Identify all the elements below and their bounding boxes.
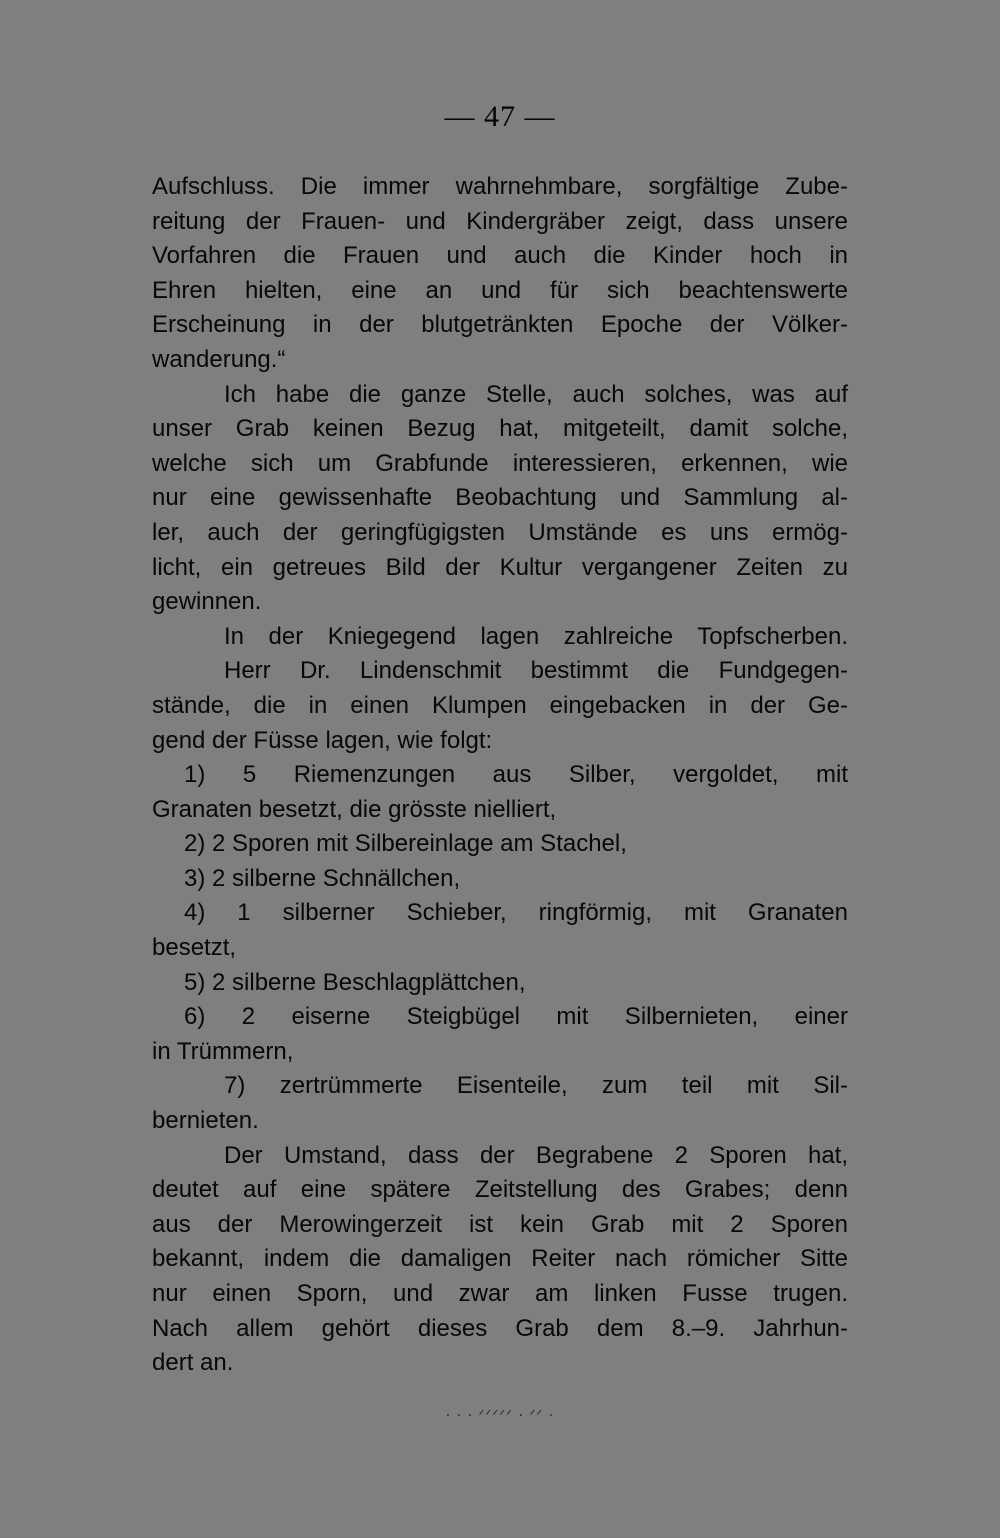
text-line: deutet auf eine spätere Zeitstellung des Grabes; denn xyxy=(152,1176,848,1204)
text-line: Aufschluss. Die immer wahrnehmbare, sorgfältige Zube- xyxy=(152,173,848,200)
text-line: Nach allem gehört dieses Grab dem 8.–9. Jahrhun- xyxy=(152,1314,848,1342)
text-line: Ich habe die ganze Stelle, auch solches, was auf xyxy=(224,380,848,408)
text-line: welche sich um Grabfunde interessieren, erkennen, wie xyxy=(152,449,848,477)
text-line: Der Umstand, dass der Begrabene 2 Sporen hat, xyxy=(224,1141,848,1169)
text-line: bekannt, indem die damaligen Reiter nach römicher Sitte xyxy=(152,1245,848,1273)
list-item: 7) zertrümmerte Eisenteile, zum teil mit Sil- xyxy=(224,1072,848,1100)
text-line: gewinnen. xyxy=(152,588,262,616)
text-line: In der Kniegegend lagen zahlreiche Topfscherben. xyxy=(224,622,848,650)
text-line: dert an. xyxy=(152,1349,234,1377)
text-line: Granaten besetzt, die grösste nielliert, xyxy=(152,795,557,823)
text-line: aus der Merowingerzeit ist kein Grab mit 2 Sporen xyxy=(152,1210,848,1238)
text-line: Herr Dr. Lindenschmit bestimmt die Fundgegen- xyxy=(224,657,848,685)
list-item: 6) 2 eiserne Steigbügel mit Silbernieten, einer xyxy=(184,1003,848,1031)
text-line: gend der Füsse lagen, wie folgt: xyxy=(152,726,493,754)
text-line: wanderung.“ xyxy=(152,345,286,373)
text-line: ler, auch der geringfügigsten Umstände es uns ermög- xyxy=(152,518,848,546)
list-item: 2) 2 Sporen mit Silbereinlage am Stachel, xyxy=(184,830,627,858)
text-line: reitung der Frauen- und Kindergräber zeigt, dass unsere xyxy=(152,207,848,235)
text-line: nur einen Sporn, und zwar am linken Fusse trugen. xyxy=(152,1280,848,1307)
body-text xyxy=(152,170,848,1381)
list-item: 4) 1 silberner Schieber, ringförmig, mit Granaten xyxy=(184,899,848,927)
text-line: nur eine gewissenhafte Beobachtung und Sammlung al- xyxy=(152,484,848,512)
page-number: — 47 — xyxy=(444,100,556,133)
list-item: 3) 2 silberne Schnällchen, xyxy=(184,864,461,892)
text-line: besetzt, xyxy=(152,934,237,962)
text-line: Ehren hielten, eine an und für sich beachtenswerte xyxy=(152,276,848,304)
ornament-divider: · · · ᐟᐟᐟᐟᐟ · ᐟᐟ · xyxy=(445,1408,555,1424)
text-line: unser Grab keinen Bezug hat, mitgeteilt, damit solche, xyxy=(152,415,848,443)
list-item: 5) 2 silberne Beschlagplättchen, xyxy=(184,968,526,996)
text-line: licht, ein getreues Bild der Kultur vergangener Zeiten zu xyxy=(152,553,848,581)
list-item: 1) 5 Riemenzungen aus Silber, vergoldet, mit xyxy=(184,761,848,789)
text-line: bernieten. xyxy=(152,1107,259,1135)
text-line: Erscheinung in der blutgetränkten Epoche der Völker- xyxy=(152,311,848,339)
text-line: in Trümmern, xyxy=(152,1037,294,1065)
text-line: stände, die in einen Klumpen eingebacken in der Ge- xyxy=(152,691,848,719)
text-line: Vorfahren die Frauen und auch die Kinder hoch in xyxy=(152,242,848,270)
